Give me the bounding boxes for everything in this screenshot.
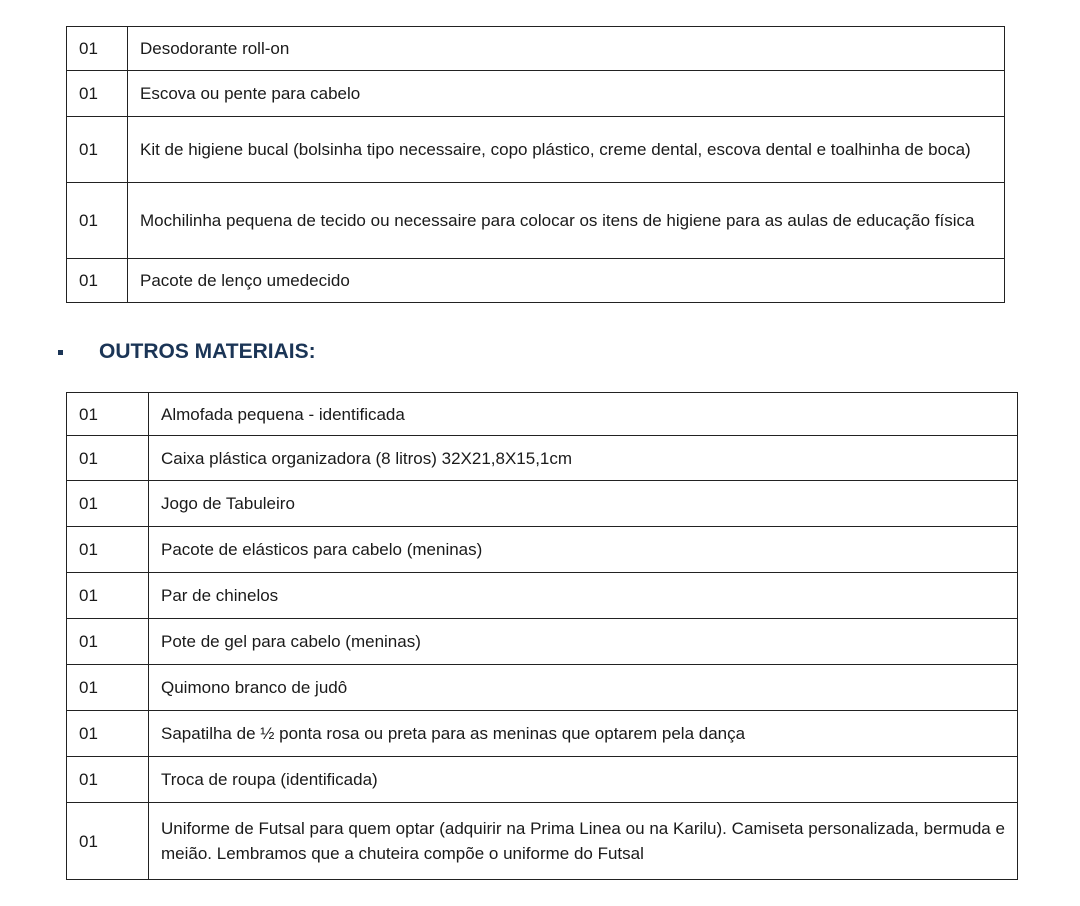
item-quantity: 01 [67,393,149,436]
other-materials-table [66,392,1018,880]
table-row [67,619,1018,665]
item-description: Quimono branco de judô [149,665,1018,711]
item-description: Troca de roupa (identificada) [149,757,1018,803]
table-row [67,803,1018,880]
item-description: Desodorante roll-on [128,27,1005,71]
item-description: Kit de higiene bucal (bolsinha tipo necessaire, copo plástico, creme dental, escova dental e toalhinha de boca) [128,117,1005,183]
square-bullet-icon [58,350,63,355]
table-row [67,27,1005,71]
table-row [67,183,1005,259]
item-description: Caixa plástica organizadora (8 litros) 32X21,8X15,1cm [149,436,1018,481]
item-description: Par de chinelos [149,573,1018,619]
table-row [67,259,1005,303]
item-quantity: 01 [67,27,128,71]
item-quantity: 01 [67,573,149,619]
table-row [67,481,1018,527]
section-heading [58,340,316,364]
item-description: Jogo de Tabuleiro [149,481,1018,527]
table-row [67,665,1018,711]
item-quantity: 01 [67,527,149,573]
item-description: Pacote de elásticos para cabelo (meninas) [149,527,1018,573]
hygiene-items-table [66,26,1005,303]
item-quantity: 01 [67,757,149,803]
item-quantity: 01 [67,117,128,183]
table-row [67,117,1005,183]
table-row [67,757,1018,803]
item-description: Uniforme de Futsal para quem optar (adquirir na Prima Linea ou na Karilu). Camiseta personalizada, bermuda e meião. Lembramos que a chuteira compõe o uniforme do Futsal [149,803,1018,880]
item-description: Mochilinha pequena de tecido ou necessaire para colocar os itens de higiene para as aulas de educação física [128,183,1005,259]
item-quantity: 01 [67,259,128,303]
item-quantity: 01 [67,436,149,481]
table-row [67,393,1018,436]
item-quantity: 01 [67,665,149,711]
item-quantity: 01 [67,619,149,665]
item-description: Almofada pequena - identificada [149,393,1018,436]
section-heading-text: OUTROS MATERIAIS: [99,340,316,363]
item-description: Escova ou pente para cabelo [128,71,1005,117]
item-description: Pote de gel para cabelo (meninas) [149,619,1018,665]
table-row [67,711,1018,757]
table-row [67,71,1005,117]
item-quantity: 01 [67,183,128,259]
item-description: Sapatilha de ½ ponta rosa ou preta para as meninas que optarem pela dança [149,711,1018,757]
item-quantity: 01 [67,711,149,757]
item-quantity: 01 [67,71,128,117]
item-description: Pacote de lenço umedecido [128,259,1005,303]
table-row [67,436,1018,481]
table-row [67,527,1018,573]
table-row [67,573,1018,619]
item-quantity: 01 [67,803,149,880]
item-quantity: 01 [67,481,149,527]
